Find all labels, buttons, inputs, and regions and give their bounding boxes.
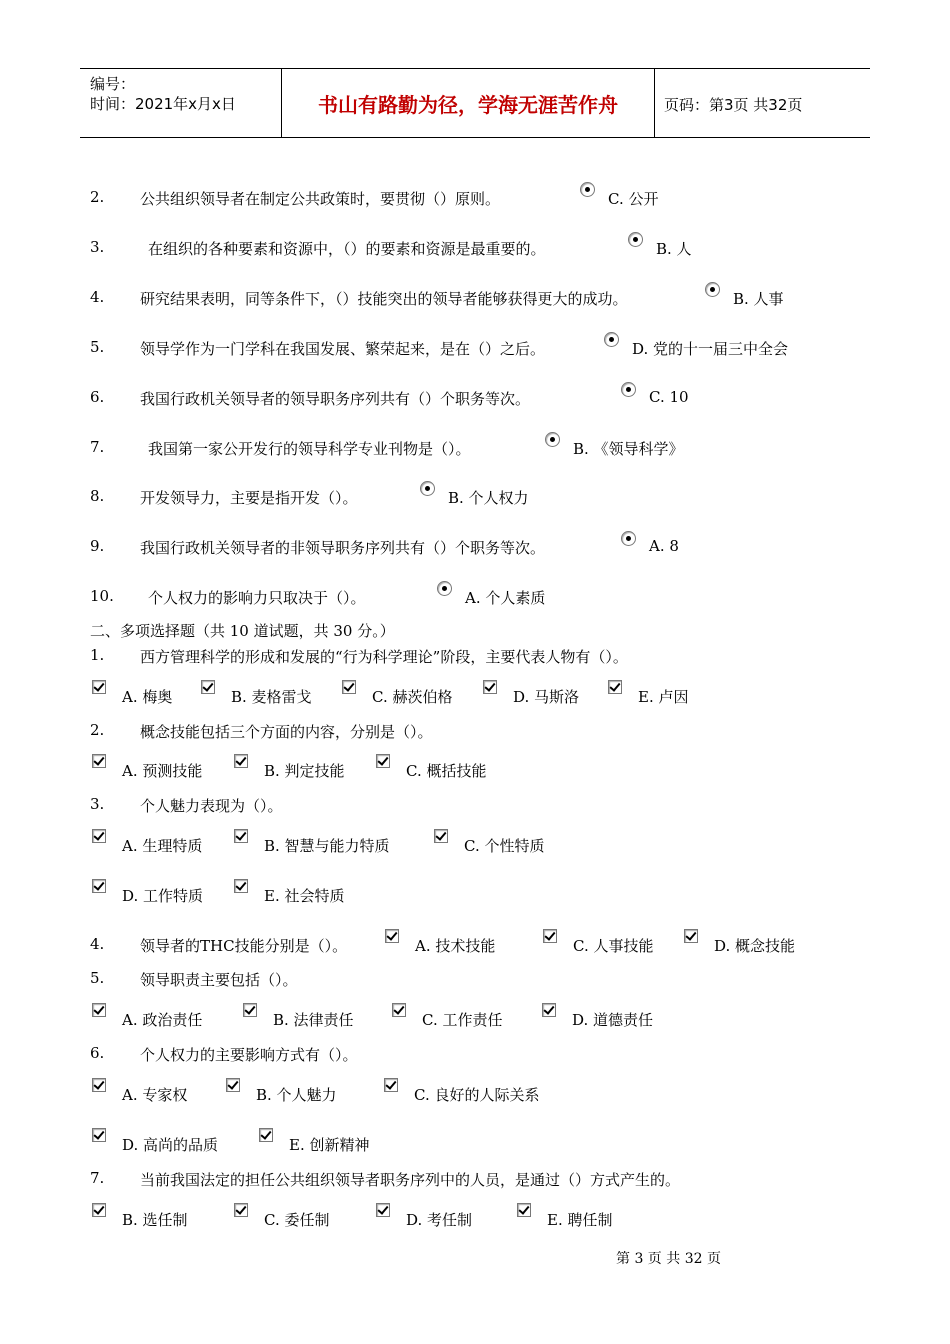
option-label: B. 个人魅力	[256, 1086, 337, 1104]
option-label: C. 良好的人际关系	[414, 1086, 540, 1104]
selected-answer: C. 公开	[608, 190, 659, 208]
checkbox-checked-icon[interactable]	[234, 879, 248, 893]
question-text: 当前我国法定的担任公共组织领导者职务序列中的人员，是通过（）方式产生的。	[140, 1171, 681, 1189]
question-text: 我国第一家公开发行的领导科学专业刊物是（）。	[148, 440, 471, 458]
question-row	[0, 717, 950, 743]
option-label: C. 人事技能	[573, 937, 654, 955]
question-text: 开发领导力，主要是指开发（）。	[140, 489, 358, 507]
question-row	[0, 965, 950, 991]
question-row	[0, 284, 950, 310]
question-text: 公共组织领导者在制定公共政策时，要贯彻（）原则。	[140, 190, 501, 208]
option-label: D. 工作特质	[122, 887, 204, 905]
option-label: C. 委任制	[264, 1211, 330, 1229]
question-number: 3.	[90, 795, 105, 813]
option-label: E. 卢因	[638, 688, 689, 706]
option-label: A. 专家权	[122, 1086, 188, 1104]
checkbox-checked-icon[interactable]	[392, 1003, 406, 1017]
option-label: E. 创新精神	[289, 1136, 370, 1154]
question-row	[0, 791, 950, 817]
option-label: E. 社会特质	[264, 887, 345, 905]
option-label: B. 麦格雷戈	[231, 688, 312, 706]
question-row	[0, 483, 950, 509]
question-number: 8.	[90, 487, 105, 505]
radio-selected-icon[interactable]	[437, 581, 452, 596]
question-number: 2.	[90, 188, 105, 206]
question-text: 在组织的各种要素和资源中，（）的要素和资源是最重要的。	[148, 240, 546, 258]
question-row	[0, 184, 950, 210]
option-label: B. 选任制	[122, 1211, 188, 1229]
option-label: A. 梅奥	[122, 688, 173, 706]
question-number: 5.	[90, 969, 105, 987]
option-label: C. 工作责任	[422, 1011, 503, 1029]
option-label: B. 判定技能	[264, 762, 345, 780]
doc-number-label: 编号：	[90, 75, 136, 93]
radio-selected-icon[interactable]	[621, 531, 636, 546]
checkbox-checked-icon[interactable]	[92, 879, 106, 893]
selected-answer: A. 8	[649, 537, 679, 555]
checkbox-checked-icon[interactable]	[376, 1203, 390, 1217]
checkbox-checked-icon[interactable]	[92, 754, 106, 768]
question-number: 7.	[90, 1169, 105, 1187]
question-number: 2.	[90, 721, 105, 739]
checkbox-checked-icon[interactable]	[201, 680, 215, 694]
option-label: D. 马斯洛	[513, 688, 580, 706]
checkbox-checked-icon[interactable]	[92, 1078, 106, 1092]
question-text: 领导学作为一门学科在我国发展、繁荣起来，是在（）之后。	[140, 340, 546, 358]
option-label: C. 概括技能	[406, 762, 487, 780]
checkbox-checked-icon[interactable]	[234, 754, 248, 768]
checkbox-checked-icon[interactable]	[684, 929, 698, 943]
option-row	[0, 831, 950, 857]
selected-answer: C. 10	[649, 388, 689, 406]
option-label: D. 道德责任	[572, 1011, 654, 1029]
option-label: C. 个性特质	[464, 837, 545, 855]
selected-answer: A. 个人素质	[465, 589, 546, 607]
radio-selected-icon[interactable]	[580, 182, 595, 197]
question-text: 西方管理科学的形成和发展的“行为科学理论”阶段，主要代表人物有（）。	[140, 648, 628, 666]
selected-answer: D. 党的十一届三中全会	[632, 340, 789, 358]
option-label: A. 生理特质	[122, 837, 203, 855]
question-row	[0, 1040, 950, 1066]
option-row	[0, 682, 950, 708]
checkbox-checked-icon[interactable]	[384, 1078, 398, 1092]
question-text: 研究结果表明，同等条件下，（）技能突出的领导者能够获得更大的成功。	[140, 290, 628, 308]
header-motto: 书山有路勤为径，学海无涯苦作舟	[282, 69, 655, 137]
option-label: D. 概念技能	[714, 937, 796, 955]
doc-date: 时间：2021年x月x日	[90, 95, 236, 113]
selected-answer: B. 个人权力	[448, 489, 529, 507]
question-row	[0, 583, 950, 609]
option-label: E. 聘任制	[547, 1211, 613, 1229]
question-text: 领导职责主要包括（）。	[140, 971, 298, 989]
question-row	[0, 931, 950, 957]
question-row	[0, 384, 950, 410]
question-text: 领导者的THC技能分别是（）。	[140, 937, 348, 955]
selected-answer: B. 《领导科学》	[573, 440, 684, 458]
radio-selected-icon[interactable]	[628, 232, 643, 247]
header-page-number: 页码：第3页 共32页	[664, 96, 803, 114]
question-text: 我国行政机关领导者的非领导职务序列共有（）个职务等次。	[140, 539, 546, 557]
checkbox-checked-icon[interactable]	[92, 1203, 106, 1217]
radio-selected-icon[interactable]	[621, 382, 636, 397]
checkbox-checked-icon[interactable]	[234, 1203, 248, 1217]
checkbox-checked-icon[interactable]	[92, 1128, 106, 1142]
option-label: A. 政治责任	[122, 1011, 203, 1029]
question-number: 1.	[90, 646, 105, 664]
question-row	[0, 234, 950, 260]
selected-answer: B. 人	[656, 240, 692, 258]
option-label: A. 技术技能	[415, 937, 496, 955]
question-number: 7.	[90, 438, 105, 456]
question-number: 10.	[90, 587, 114, 605]
page-footer: 第 3 页 共 32 页	[616, 1251, 721, 1267]
checkbox-checked-icon[interactable]	[517, 1203, 531, 1217]
question-row	[0, 334, 950, 360]
checkbox-checked-icon[interactable]	[243, 1003, 257, 1017]
radio-selected-icon[interactable]	[545, 432, 560, 447]
question-text: 个人魅力表现为（）。	[140, 797, 283, 815]
question-text: 我国行政机关领导者的领导职务序列共有（）个职务等次。	[140, 390, 531, 408]
checkbox-checked-icon[interactable]	[259, 1128, 273, 1142]
header-meta	[80, 69, 282, 137]
option-row	[0, 756, 950, 782]
section-title	[0, 616, 950, 642]
option-row	[0, 1005, 950, 1031]
option-label: B. 法律责任	[273, 1011, 354, 1029]
option-label: C. 赫茨伯格	[372, 688, 453, 706]
question-number: 4.	[90, 288, 105, 306]
option-label: D. 高尚的品质	[122, 1136, 219, 1154]
option-row	[0, 1130, 950, 1156]
option-label: D. 考任制	[406, 1211, 473, 1229]
question-row	[0, 434, 950, 460]
question-text: 个人权力的影响力只取决于（）。	[148, 589, 366, 607]
question-number: 6.	[90, 1044, 105, 1062]
question-number: 6.	[90, 388, 105, 406]
question-text: 概念技能包括三个方面的内容，分别是（）。	[140, 723, 433, 741]
checkbox-checked-icon[interactable]	[342, 680, 356, 694]
checkbox-checked-icon[interactable]	[542, 1003, 556, 1017]
page-header	[80, 68, 870, 138]
radio-selected-icon[interactable]	[705, 282, 720, 297]
checkbox-checked-icon[interactable]	[376, 754, 390, 768]
checkbox-checked-icon[interactable]	[92, 1003, 106, 1017]
checkbox-checked-icon[interactable]	[434, 829, 448, 843]
checkbox-checked-icon[interactable]	[543, 929, 557, 943]
selected-answer: B. 人事	[733, 290, 784, 308]
radio-selected-icon[interactable]	[420, 481, 435, 496]
checkbox-checked-icon[interactable]	[385, 929, 399, 943]
radio-selected-icon[interactable]	[604, 332, 619, 347]
option-label: A. 预测技能	[122, 762, 203, 780]
checkbox-checked-icon[interactable]	[92, 829, 106, 843]
question-row	[0, 533, 950, 559]
checkbox-checked-icon[interactable]	[608, 680, 622, 694]
question-number: 4.	[90, 935, 105, 953]
question-number: 3.	[90, 238, 105, 256]
section-title-text: 二、多项选择题（共 10 道试题，共 30 分。）	[90, 622, 395, 640]
checkbox-checked-icon[interactable]	[234, 829, 248, 843]
question-row	[0, 642, 950, 668]
checkbox-checked-icon[interactable]	[226, 1078, 240, 1092]
option-row	[0, 1205, 950, 1231]
option-row	[0, 881, 950, 907]
question-row	[0, 1165, 950, 1191]
question-number: 9.	[90, 537, 105, 555]
option-label: B. 智慧与能力特质	[264, 837, 390, 855]
option-row	[0, 1080, 950, 1106]
question-text: 个人权力的主要影响方式有（）。	[140, 1046, 358, 1064]
question-number: 5.	[90, 338, 105, 356]
checkbox-checked-icon[interactable]	[483, 680, 497, 694]
checkbox-checked-icon[interactable]	[92, 680, 106, 694]
